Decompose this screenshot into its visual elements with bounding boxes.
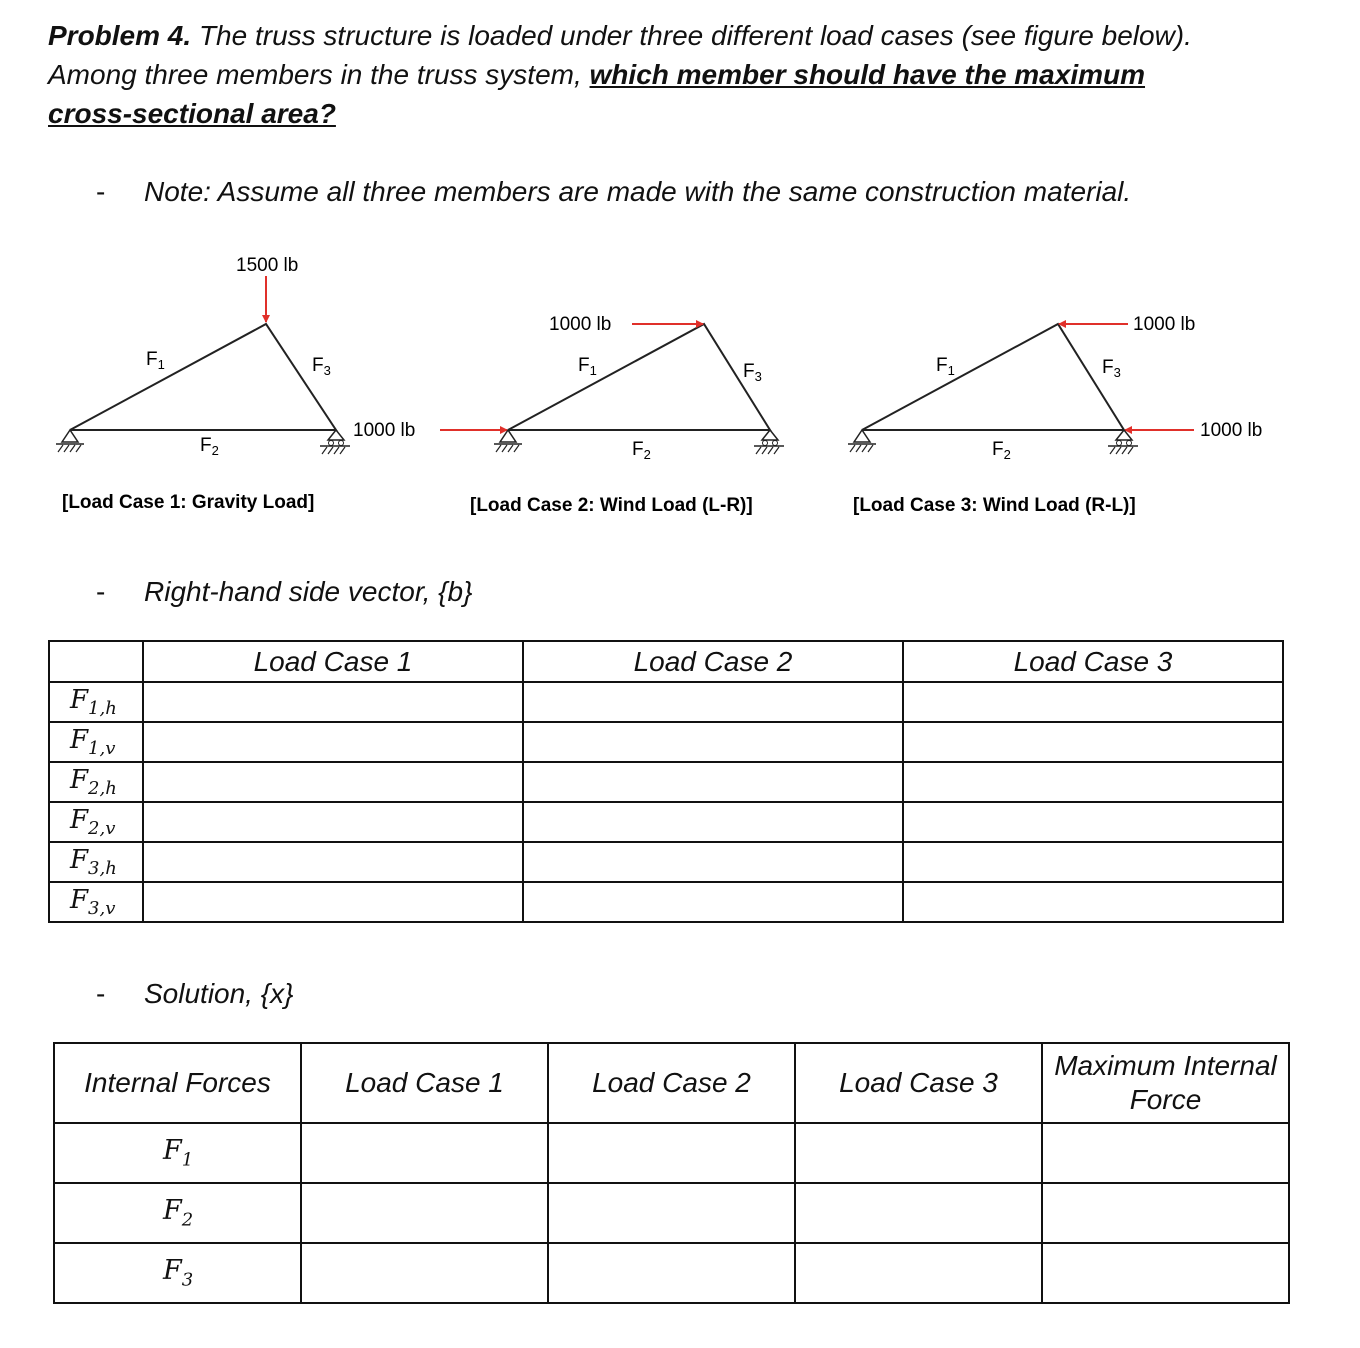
answer-cell[interactable]: [548, 1183, 795, 1243]
table-header-row: [49, 641, 1283, 682]
answer-cell[interactable]: [143, 802, 523, 842]
answer-cell[interactable]: [795, 1123, 1042, 1183]
load-case-2-truss: [353, 314, 784, 516]
answer-cell[interactable]: [795, 1243, 1042, 1303]
header-cell: Internal Forces: [54, 1043, 301, 1123]
load-case-1-truss: [56, 255, 350, 513]
problem-text: The truss structure is loaded under three different load cases (see figure below). Among three members in the truss system,: [48, 20, 1192, 90]
wind-load-top-label: 1000 lb: [1133, 314, 1196, 335]
header-cell: Load Case 2: [548, 1043, 795, 1123]
header-cell: Load Case 2: [523, 641, 903, 682]
answer-cell[interactable]: [301, 1183, 548, 1243]
answer-cell[interactable]: [903, 882, 1283, 922]
problem-number: Problem 4.: [48, 20, 192, 51]
table-row: [54, 1243, 1289, 1303]
table-row: [49, 762, 1283, 802]
header-cell: Load Case 3: [903, 641, 1283, 682]
answer-cell[interactable]: [143, 762, 523, 802]
answer-cell[interactable]: [903, 682, 1283, 722]
member-f3-label: $F_3$: [312, 355, 331, 378]
row-label: $F_{1,v}$: [49, 722, 143, 762]
bullet-dash: -: [96, 576, 106, 607]
truss-members: [508, 324, 770, 430]
table-row: [49, 722, 1283, 762]
member-f1-label: $F_1$: [936, 355, 955, 378]
answer-cell[interactable]: [523, 762, 903, 802]
row-label: $F_1$: [54, 1123, 301, 1183]
load-case-1-caption: [Load Case 1: Gravity Load]: [62, 492, 315, 513]
table-header-row: [54, 1043, 1289, 1123]
answer-cell[interactable]: [523, 682, 903, 722]
table-row: [54, 1183, 1289, 1243]
answer-cell[interactable]: [1042, 1243, 1289, 1303]
roller-support-icon: [754, 430, 784, 454]
solution-table: [53, 1042, 1290, 1304]
member-f2-label: $F_2$: [632, 439, 651, 462]
row-label: $F_{2,v}$: [49, 802, 143, 842]
problem-question: which member should have the maximum cross-sectional area?: [48, 59, 1146, 129]
solution-heading: Solution, {x}: [144, 978, 294, 1009]
roller-support-icon: [320, 430, 350, 454]
row-label: $F_{2,h}$: [49, 762, 143, 802]
load-case-2-caption: [Load Case 2: Wind Load (L-R)]: [470, 495, 753, 516]
row-label: $F_3$: [54, 1243, 301, 1303]
header-cell: Load Case 1: [143, 641, 523, 682]
bullet-dash: -: [96, 978, 106, 1009]
answer-cell[interactable]: [903, 722, 1283, 762]
row-label: $F_{3,v}$: [49, 882, 143, 922]
header-cell: Load Case 3: [795, 1043, 1042, 1123]
answer-cell[interactable]: [903, 802, 1283, 842]
truss-members: [70, 324, 336, 430]
roller-support-icon: [1108, 430, 1138, 454]
truss-diagrams: [0, 240, 1360, 530]
table-row: [49, 682, 1283, 722]
load-case-3-caption: [Load Case 3: Wind Load (R-L)]: [853, 495, 1136, 516]
truss-members: [862, 324, 1124, 430]
note-text: Note: Assume all three members are made with the same construction material.: [144, 176, 1132, 207]
table-row: [49, 842, 1283, 882]
wind-load-top-label: 1000 lb: [549, 314, 612, 335]
rhs-vector-table: [48, 640, 1284, 923]
header-cell: [49, 641, 143, 682]
member-f3-label: $F_3$: [743, 361, 762, 384]
answer-cell[interactable]: [143, 882, 523, 922]
member-f1-label: $F_1$: [578, 355, 597, 378]
bullet-dash: -: [96, 176, 106, 207]
answer-cell[interactable]: [903, 842, 1283, 882]
pin-support-icon: [494, 430, 522, 452]
answer-cell[interactable]: [548, 1243, 795, 1303]
header-cell: Load Case 1: [301, 1043, 548, 1123]
answer-cell[interactable]: [143, 842, 523, 882]
pin-support-icon: [848, 430, 876, 452]
answer-cell[interactable]: [903, 762, 1283, 802]
problem-statement: [48, 16, 1228, 133]
member-f3-label: $F_3$: [1102, 357, 1121, 380]
member-f2-label: $F_2$: [992, 439, 1011, 462]
table-row: [54, 1123, 1289, 1183]
table-row: [49, 882, 1283, 922]
row-label: $F_2$: [54, 1183, 301, 1243]
member-f2-label: $F_2$: [200, 435, 219, 458]
row-label: $F_{3,h}$: [49, 842, 143, 882]
answer-cell[interactable]: [523, 882, 903, 922]
answer-cell[interactable]: [301, 1123, 548, 1183]
wind-load-bottom-label: 1000 lb: [1200, 420, 1263, 441]
answer-cell[interactable]: [523, 802, 903, 842]
pin-support-icon: [56, 430, 84, 452]
table-row: [49, 802, 1283, 842]
answer-cell[interactable]: [1042, 1123, 1289, 1183]
answer-cell[interactable]: [548, 1123, 795, 1183]
answer-cell[interactable]: [301, 1243, 548, 1303]
load-case-3-truss: [848, 314, 1262, 516]
answer-cell[interactable]: [143, 722, 523, 762]
answer-cell[interactable]: [1042, 1183, 1289, 1243]
header-cell: Maximum Internal Force: [1042, 1043, 1289, 1123]
rhs-heading: Right-hand side vector, {b}: [144, 576, 473, 607]
answer-cell[interactable]: [523, 722, 903, 762]
answer-cell[interactable]: [523, 842, 903, 882]
wind-load-bottom-label: 1000 lb: [353, 420, 416, 441]
row-label: $F_{1,h}$: [49, 682, 143, 722]
answer-cell[interactable]: [143, 682, 523, 722]
member-f1-label: $F_1$: [146, 349, 165, 372]
gravity-load-label: 1500 lb: [236, 255, 299, 276]
answer-cell[interactable]: [795, 1183, 1042, 1243]
